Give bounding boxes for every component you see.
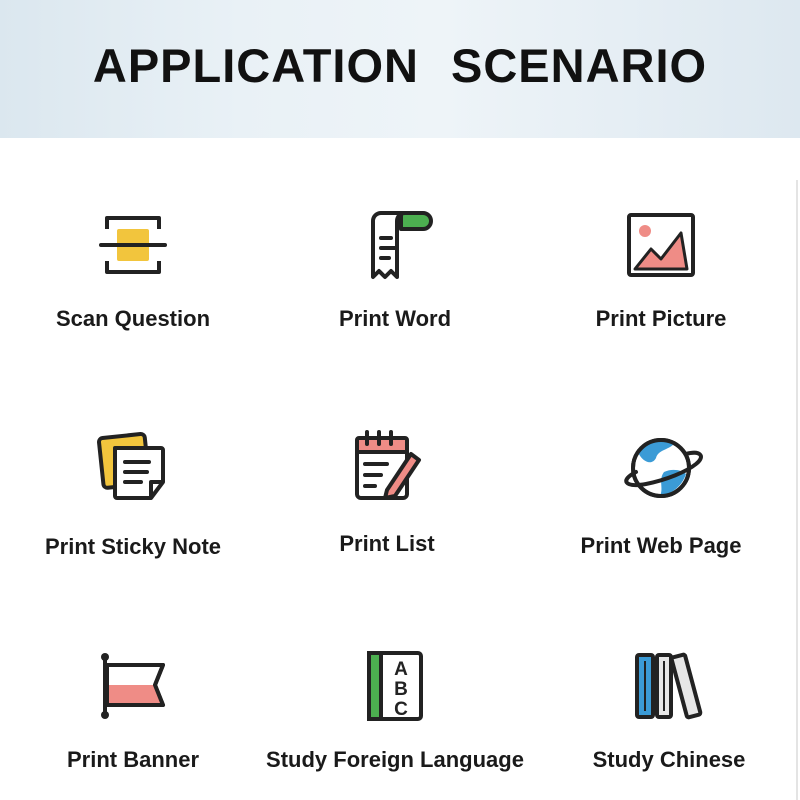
book-letter-c: C xyxy=(394,699,408,720)
scenario-study-chinese xyxy=(536,645,800,772)
scenario-print-list xyxy=(254,428,520,556)
books-icon xyxy=(629,645,709,725)
item-label: Print Word xyxy=(338,306,452,331)
scenario-print-banner xyxy=(0,645,266,772)
item-label: Study Chinese xyxy=(592,747,746,772)
book-letter-a: A xyxy=(394,659,408,680)
item-label: Scan Question xyxy=(55,306,211,331)
item-label: Print Web Page xyxy=(580,533,742,558)
picture-icon xyxy=(621,205,701,285)
item-label: Print Banner xyxy=(66,747,200,772)
abc-book-icon xyxy=(355,645,435,725)
scenario-print-web-page xyxy=(528,428,794,558)
scenario-scan-question xyxy=(0,205,266,331)
document-icon xyxy=(355,205,435,285)
scenario-print-word xyxy=(262,205,528,331)
item-label: Print Picture xyxy=(595,306,727,331)
item-label: Study Foreign Language xyxy=(266,747,524,772)
item-label: Print List xyxy=(339,531,435,556)
scenario-study-foreign-language xyxy=(262,645,528,772)
flag-icon xyxy=(93,645,173,725)
scan-icon xyxy=(93,205,173,285)
scenario-print-sticky-note xyxy=(0,430,266,559)
scenario-print-picture xyxy=(528,205,794,331)
header-banner xyxy=(0,0,800,138)
item-label: Print Sticky Note xyxy=(44,534,222,559)
book-letter-b: B xyxy=(394,679,408,700)
planet-icon xyxy=(616,428,706,508)
sticky-note-icon xyxy=(93,430,173,510)
page-title: APPLICATION SCENARIO xyxy=(92,38,708,92)
notepad-icon xyxy=(347,428,427,508)
